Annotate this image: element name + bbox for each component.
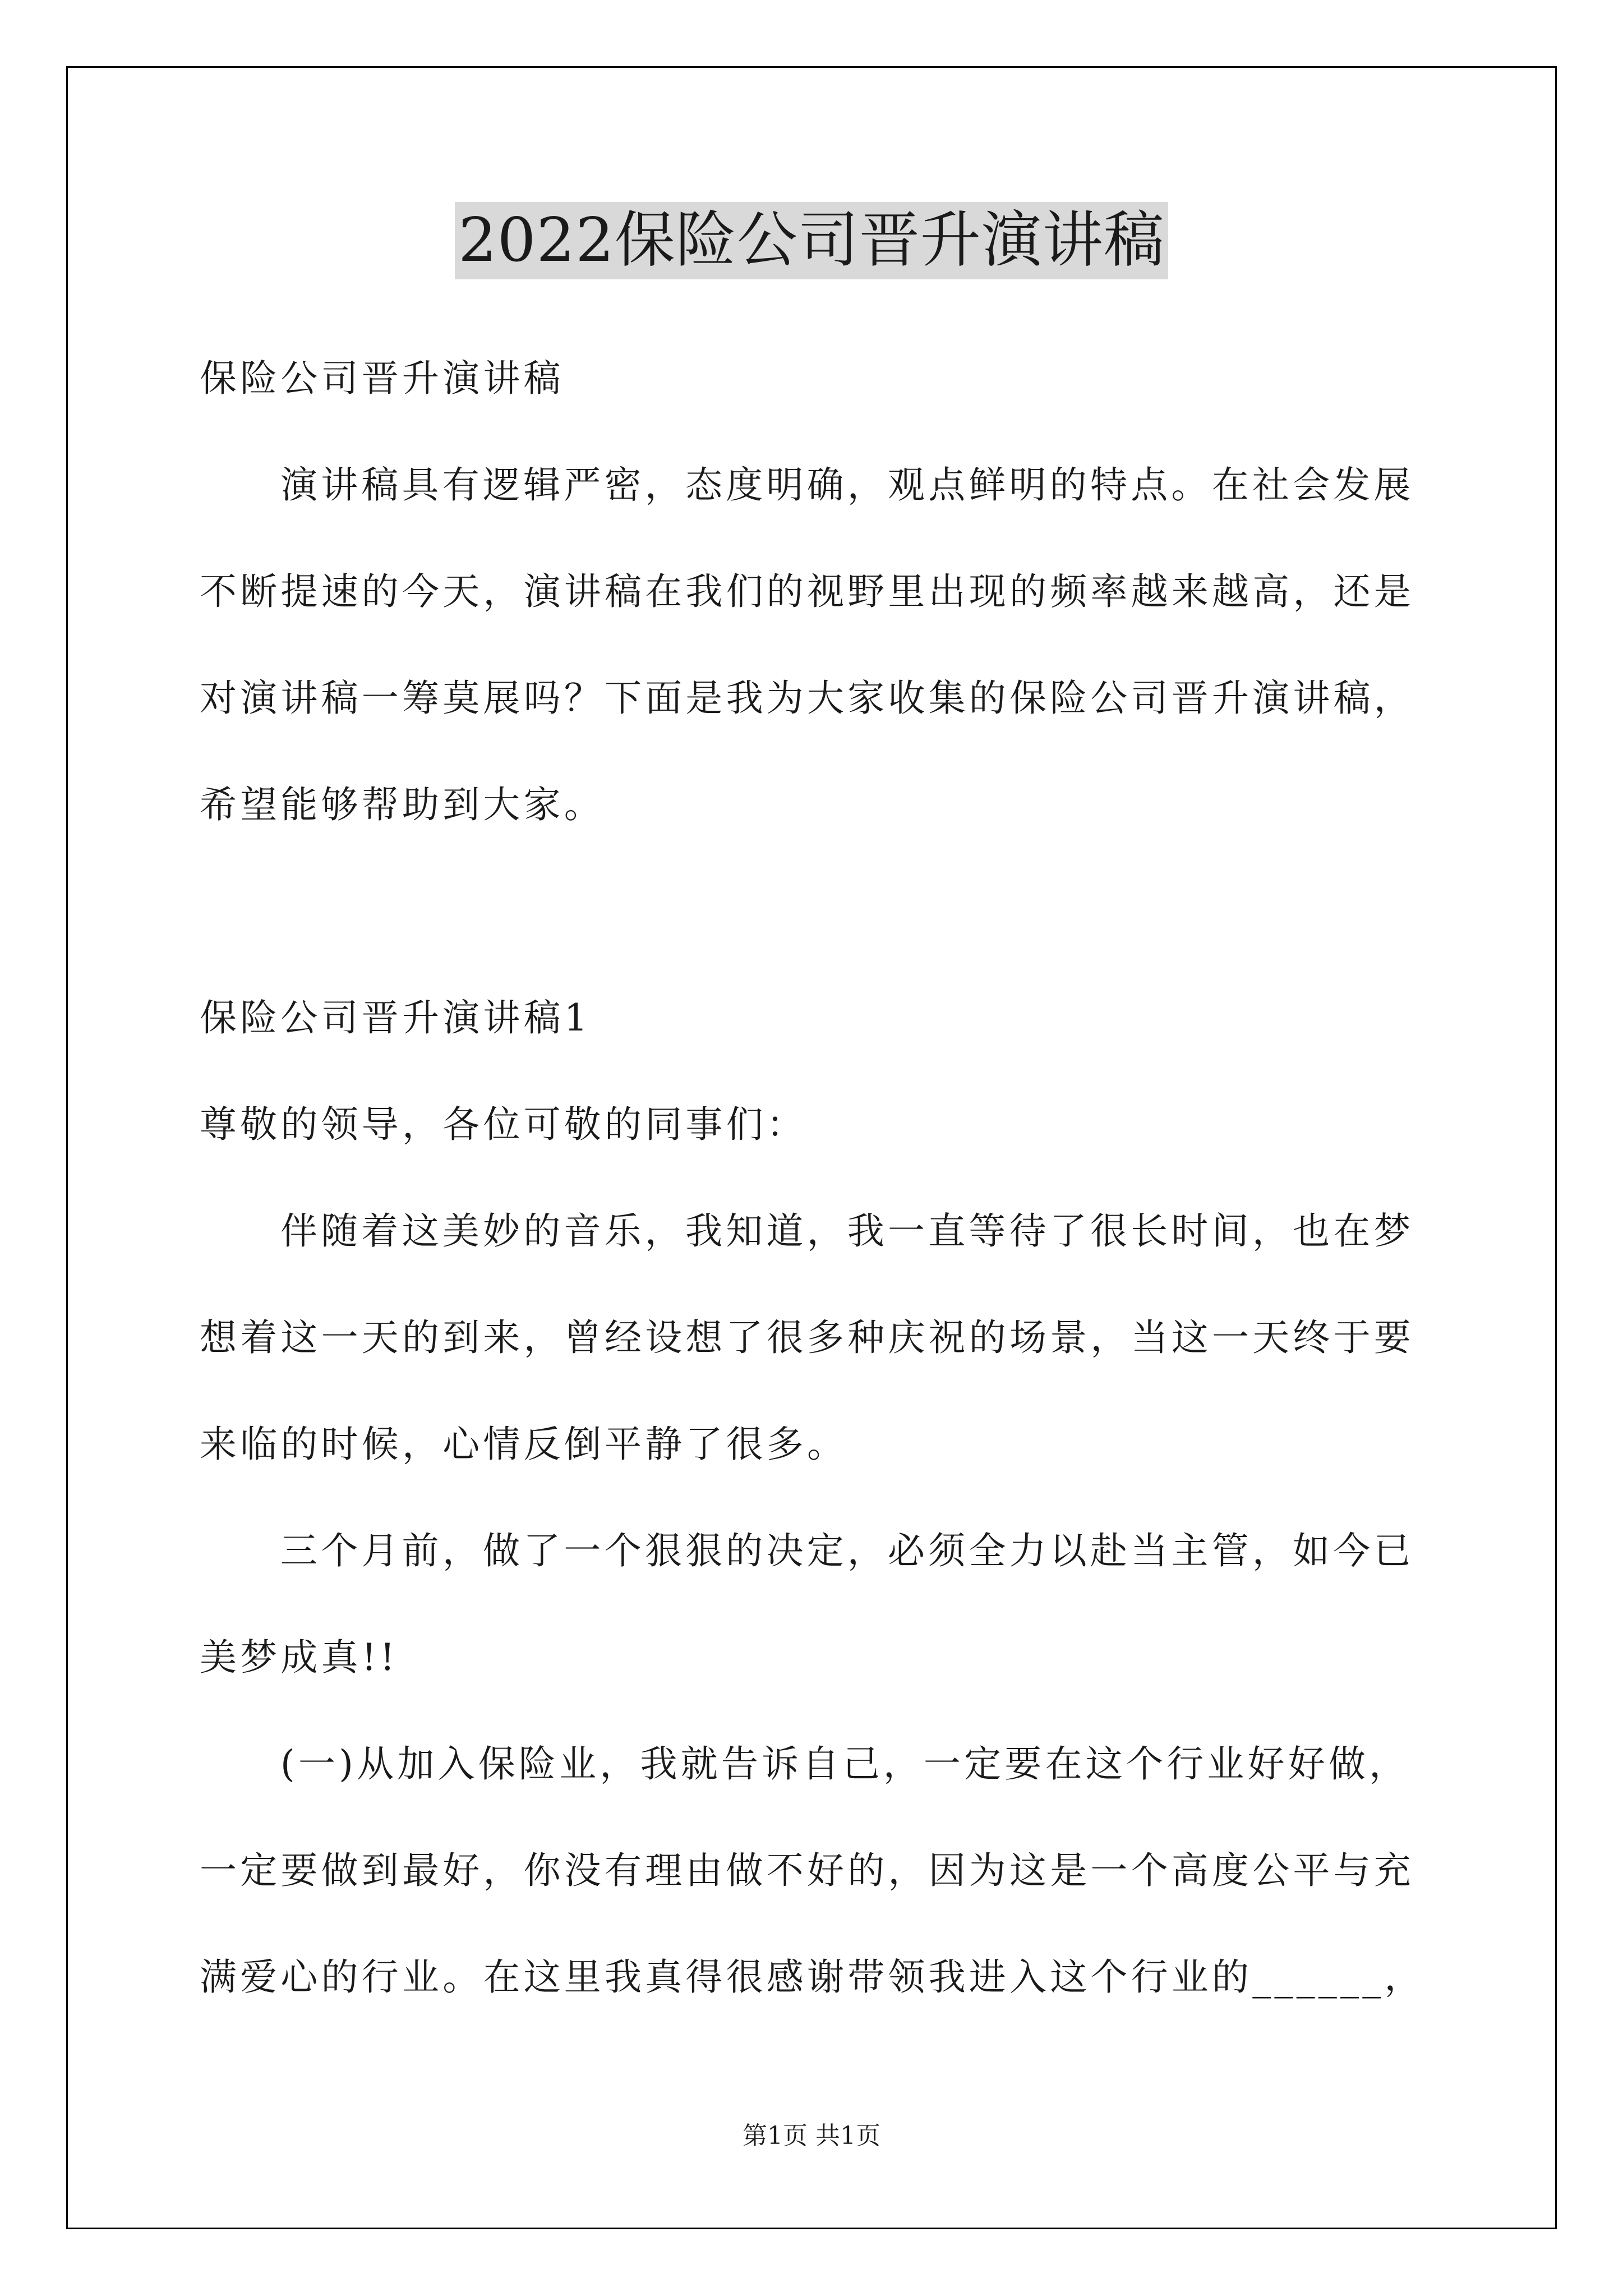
intro-line-2: 不断提速的今天，演讲稿在我们的视野里出现的频率越来越高，还是	[200, 570, 1414, 613]
paragraph3-line-1: (一)从加入保险业，我就告诉自己，一定要在这个行业好好做，	[280, 1742, 1410, 1786]
paragraph1-line-1: 伴随着这美妙的音乐，我知道，我一直等待了很长时间，也在梦	[280, 1209, 1414, 1253]
paragraph1-line-2: 想着这一天的到来，曾经设想了很多种庆祝的场景，当这一天终于要	[200, 1316, 1414, 1359]
document-subtitle: 保险公司晋升演讲稿	[200, 357, 564, 400]
intro-line-4: 希望能够帮助到大家。	[200, 783, 605, 826]
paragraph3-line-2: 一定要做到最好，你没有理由做不好的，因为这是一个高度公平与充	[200, 1849, 1414, 1892]
paragraph1-line-3: 来临的时候，心情反倒平静了很多。	[200, 1423, 848, 1466]
title-container	[0, 202, 1623, 279]
paragraph3-line-3: 满爱心的行业。在这里我真得很感谢带领我进入这个行业的______，	[200, 1955, 1425, 1999]
section-heading: 保险公司晋升演讲稿1	[200, 996, 591, 1039]
paragraph2-line-2: 美梦成真!!	[200, 1636, 399, 1679]
intro-line-1: 演讲稿具有逻辑严密，态度明确，观点鲜明的特点。在社会发展	[280, 463, 1414, 507]
paragraph2-line-1: 三个月前，做了一个狠狠的决定，必须全力以赴当主管，如今已	[280, 1529, 1414, 1572]
document-title: 2022保险公司晋升演讲稿	[455, 202, 1168, 279]
salutation: 尊敬的领导，各位可敬的同事们：	[200, 1103, 807, 1146]
page-footer: 第1页 共1页	[743, 2122, 880, 2150]
intro-line-3: 对演讲稿一筹莫展吗？下面是我为大家收集的保险公司晋升演讲稿，	[200, 677, 1414, 720]
